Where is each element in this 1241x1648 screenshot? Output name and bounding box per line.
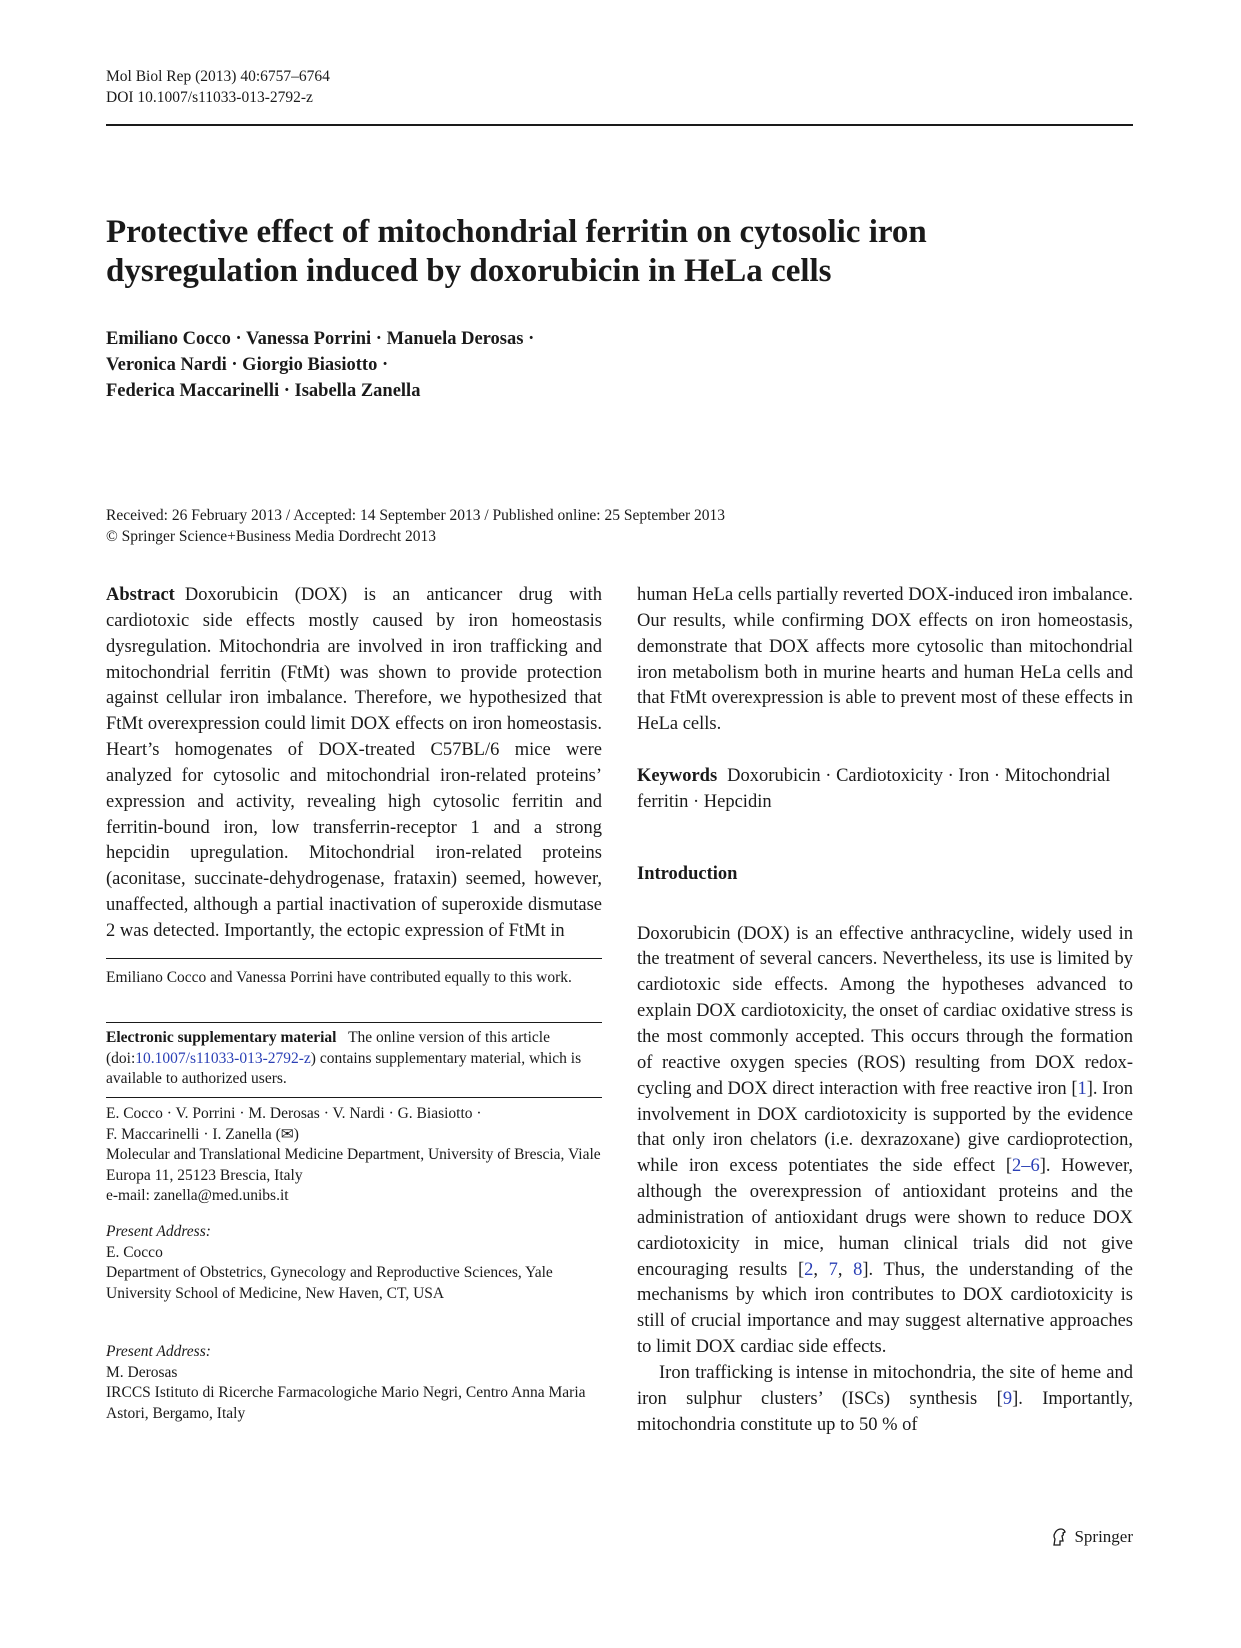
intro-text: Doxorubicin (DOX) is an effective anthracycline, widely used in the treatment of several cancers. Nevertheless, its use is limited by cardiotoxic side effects. Among the hypotheses advanced to explain DOX cardiotoxicity, the onset of cardiac oxidative stress is the most commonly accepted. This occurs through the formation of reactive oxygen species (ROS) resulting from DOX redox-cycling and DOX direct interaction with free reactive iron [ — [637, 923, 1133, 1099]
present-address-note — [106, 1342, 602, 1424]
abstract-paragraph — [106, 583, 602, 945]
intro-paragraph — [637, 1361, 1133, 1439]
citation-link[interactable]: 1 — [1077, 1078, 1087, 1099]
esm-text: ) contains supplementary material, which is available to authorized users. — [106, 1049, 582, 1087]
affiliation-note — [106, 1104, 602, 1207]
abstract-text: Doxorubicin (DOX) is an anticancer drug with cardiotoxic side effects mostly caused by iron homeostasis dysregulation. Mitochondria are involved in iron trafficking and mitochondrial ferritin (FtMt) was shown to provide protection against cellular iron imbalance. Therefore, we hypothesized that FtMt overexpression could limit DOX effects on iron homeostasis. Heart’s homogenates of DOX-treated C57BL/6 mice were analyzed for cytosolic and mitochondrial iron-related proteins’ expression and activity, revealing high cytosolic ferritin and ferritin-bound iron, low transferrin-receptor 1 and a strong hepcidin upregulation. Mitochondrial iron-related proteins (aconitase, succinate-dehydrogenase, frataxin) seemed, however, unaffected, although a partial inactivation of superoxide dismutase 2 was detected. Importantly, the ectopic expression of FtMt in — [106, 585, 602, 941]
author-line: Emiliano Cocco · Vanessa Porrini · Manuela Derosas · — [106, 329, 535, 349]
header-divider — [106, 124, 1133, 126]
citation-link[interactable]: 2–6 — [1012, 1156, 1040, 1177]
intro-text: Iron trafficking is intense in mitochondria, the site of heme and iron sulphur clusters’ (ISCs) synthesis [ — [637, 1362, 1133, 1409]
springer-horse-icon — [1050, 1527, 1068, 1547]
right-column — [637, 583, 1133, 1438]
citation-link[interactable]: 8 — [853, 1259, 863, 1280]
intro-text: ]. Importantly, mitochondria constitute up to 50 % of — [637, 1388, 1133, 1435]
publisher-mark — [1050, 1527, 1133, 1547]
doi-line: DOI 10.1007/s11033-013-2792-z — [106, 89, 313, 106]
present-address-text: Department of Obstetrics, Gynecology and Reproductive Sciences, Yale University School of Medicine, New Haven, CT, USA — [106, 1264, 553, 1302]
present-address-name: M. Derosas — [106, 1363, 178, 1381]
abstract-label: Abstract — [106, 585, 175, 605]
author-line: Veronica Nardi · Giorgio Biasiotto · — [106, 355, 389, 375]
citation-separator: , — [837, 1259, 854, 1280]
journal-reference: Mol Biol Rep (2013) 40:6757–6764 — [106, 68, 330, 85]
citation-link[interactable]: 7 — [828, 1259, 838, 1280]
footnote-divider — [106, 1022, 602, 1023]
citation-link[interactable]: 2 — [804, 1259, 814, 1280]
supplementary-note — [106, 1028, 602, 1090]
journal-citation — [106, 66, 330, 108]
intro-text: ]. Thus, the understanding of the mechanisms by which iron contributes to DOX cardiotoxicity is still of crucial importance and may suggest alternative approaches to limit DOX cardiac side effects. — [637, 1259, 1133, 1358]
article-title: Protective effect of mitochondrial ferritin on cytosolic iron dysregulation induced by doxorubicin in HeLa cells — [106, 214, 927, 289]
esm-label: Electronic supplementary material — [106, 1029, 337, 1046]
present-address-name: E. Cocco — [106, 1243, 163, 1261]
citation-separator: , — [813, 1259, 829, 1280]
left-column — [106, 583, 602, 945]
abstract-continuation: human HeLa cells partially reverted DOX-induced iron imbalance. Our results, while confirming DOX effects on iron homeostasis, demonstrate that DOX affects more cytosolic than mitochondrial iron metabolism both in murine hearts and human HeLa cells and that FtMt overexpression is able to prevent most of these effects in HeLa cells. — [637, 585, 1133, 735]
present-address-text: IRCCS Istituto di Ricerche Farmacologiche Mario Negri, Centro Anna Maria Astori, Bergamo, Italy — [106, 1384, 586, 1422]
history-dates: Received: 26 February 2013 / Accepted: 14 September 2013 / Published online: 25 September 2013 — [106, 507, 726, 524]
equal-contribution-note: Emiliano Cocco and Vanessa Porrini have contributed equally to this work. — [106, 969, 572, 986]
author-line: Federica Maccarinelli · Isabella Zanella — [106, 381, 421, 401]
intro-paragraph — [637, 922, 1133, 1361]
footnote-divider — [106, 1097, 602, 1098]
intro-text: ]. However, although the overexpression of antioxidant proteins and the administration of antioxidant drugs were shown to reduce DOX cardiotoxicity in mice, human clinical trials did not give encouraging results [ — [637, 1156, 1133, 1280]
present-address-label: Present Address: — [106, 1343, 211, 1360]
publisher-name: Springer — [1074, 1527, 1133, 1546]
affiliation-names: F. Maccarinelli · I. Zanella (✉) — [106, 1125, 299, 1143]
keywords-block — [637, 764, 1133, 816]
esm-text: The online version of this article (doi: — [106, 1029, 550, 1067]
correspondence-email: e-mail: zanella@med.unibs.it — [106, 1187, 289, 1204]
present-address-label: Present Address: — [106, 1223, 211, 1240]
esm-doi-link[interactable]: 10.1007/s11033-013-2792-z — [135, 1049, 311, 1067]
publication-dates — [106, 505, 725, 547]
keywords-label: Keywords — [637, 766, 718, 787]
affiliation-department: Molecular and Translational Medicine Department, University of Brescia, Viale Europa 11, 25123 Brescia, Italy — [106, 1146, 601, 1184]
section-heading: Introduction — [637, 863, 738, 884]
present-address-note — [106, 1222, 602, 1304]
affiliation-names: E. Cocco · V. Porrini · M. Derosas · V. Nardi · G. Biasiotto · — [106, 1105, 482, 1122]
copyright-notice: © Springer Science+Business Media Dordrecht 2013 — [106, 528, 437, 545]
citation-link[interactable]: 9 — [1002, 1388, 1013, 1409]
keywords-list: Doxorubicin · Cardiotoxicity · Iron · Mitochondrial ferritin · Hepcidin — [637, 766, 1111, 812]
footnote-divider — [106, 958, 602, 959]
author-list — [106, 326, 534, 404]
intro-text: ]. Iron involvement in DOX cardiotoxicity is supported by the evidence that only iron chelators (i.e. dexrazoxane) give cardioprotection, while iron excess potentiates the side effect [ — [637, 1078, 1133, 1177]
